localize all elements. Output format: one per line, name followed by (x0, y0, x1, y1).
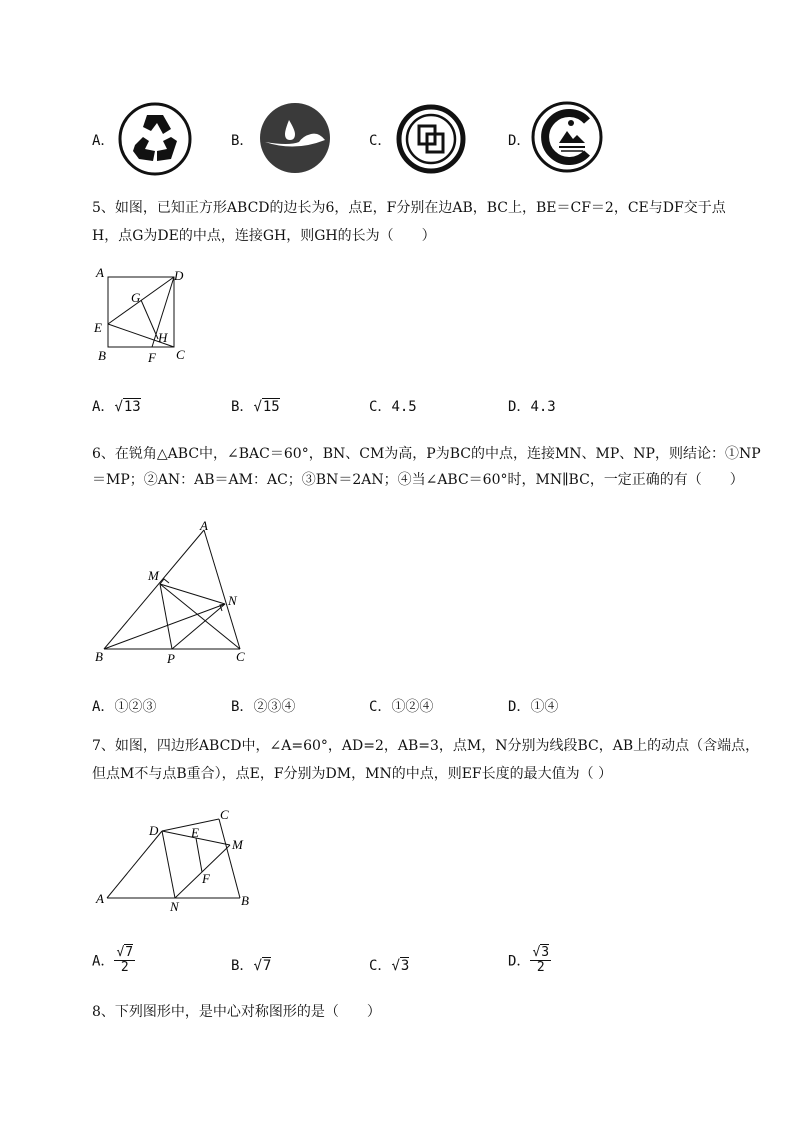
q5-label-a: A (96, 265, 104, 280)
q6-stem-line-1: 6、在锐角△ABC中，∠BAC＝60°，BN、CM为高，P为BC的中点，连接MN、MP、NP，则结论：①NP (92, 446, 761, 462)
q5-label-f: F (148, 350, 156, 365)
q5-stem-line-1: 5、如图，已知正方形ABCD的边长为6，点E，F分别在边AB，BC上，BE＝CF＝2，CE与DF交于点 (92, 200, 726, 216)
q7-label-f: F (202, 871, 210, 886)
water-drop-logo-image (259, 102, 331, 174)
q5-option-a: A．√13 (92, 399, 141, 415)
q5-label-d: D (174, 268, 184, 283)
q5-label-g: G (131, 290, 141, 305)
q6-label-p: P (167, 651, 175, 666)
q5-option-d: D．4.3 (508, 399, 556, 415)
q6-option-d: D．①④ (508, 699, 559, 715)
q7-label-b: B (241, 893, 249, 908)
q6-label-a: A (200, 518, 208, 533)
c-mountain-logo-image (531, 101, 603, 173)
q5-option-b: B．√15 (231, 399, 280, 415)
q6-label-m: M (148, 568, 159, 583)
q4-option-c-letter: C． (369, 133, 392, 149)
q4-option-a-letter: A． (92, 133, 115, 149)
q4-option-b-letter: B． (231, 133, 254, 149)
q6-label-n: N (228, 593, 237, 608)
q7-label-m: M (232, 837, 243, 852)
q7-label-n: N (170, 899, 179, 914)
q5-label-b: B (98, 348, 106, 363)
q7-label-d: D (149, 823, 159, 838)
q8-stem-line-1: 8、下列图形中，是中心对称图形的是（ ） (92, 1004, 381, 1020)
q6-option-b: B．②③④ (231, 699, 296, 715)
q6-label-c: C (236, 649, 245, 664)
bank-logo-image (396, 104, 466, 174)
q7-option-d: D． $\frac{√3}{2}$ (508, 945, 550, 975)
q7-option-b: B．√7 (231, 958, 272, 974)
recycle-logo-image (117, 101, 193, 177)
q6-triangle-figure (90, 518, 260, 668)
q6-option-c: C．①②④ (369, 699, 434, 715)
q5-label-c: C (176, 347, 185, 362)
q7-option-c: C．√3 (369, 958, 410, 974)
q7-label-e: E (191, 825, 199, 840)
q7-stem-line-2: 但点M不与点B重合），点E，F分别为DM，MN的中点，则EF长度的最大值为（ ） (92, 766, 613, 782)
q5-stem-line-2: H，点G为DE的中点，连接GH，则GH的长为（ ） (92, 228, 436, 244)
q5-square-figure (88, 262, 198, 368)
q7-quadrilateral-figure (92, 806, 262, 916)
q5-label-e: E (94, 320, 102, 335)
q7-label-c: C (220, 807, 229, 822)
q6-stem-line-2: ＝MP；②AN：AB＝AM：AC；③BN＝2AN；④当∠ABC＝60°时，MN∥BC，一定正确的有（ ） (92, 472, 744, 488)
q6-label-b: B (95, 649, 103, 664)
q4-option-d-letter: D． (508, 133, 531, 149)
q5-option-c: C．4.5 (369, 399, 417, 415)
q7-stem-line-1: 7、如图，四边形ABCD中，∠A=60°，AD=2，AB=3，点M，N分别为线段BC，AB上的动点（含端点， (92, 738, 760, 754)
q6-option-a: A．①②③ (92, 699, 157, 715)
q7-option-a: A． $\frac{√7}{2}$ (92, 945, 134, 975)
q7-label-a: A (96, 891, 104, 906)
q5-label-h: H (158, 330, 168, 345)
